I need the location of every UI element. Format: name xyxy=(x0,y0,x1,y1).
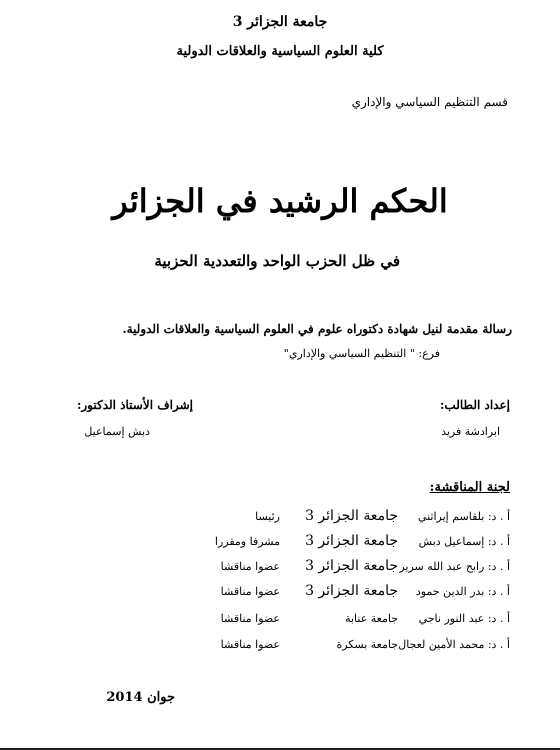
thesis-subtitle: في ظل الحزب الواحد والتعددية الحزبية xyxy=(154,252,400,270)
faculty-name: كلية العلوم السياسية والعلاقات الدولية xyxy=(176,44,384,59)
jury-member-university: جامعة الجزائر 3 xyxy=(305,508,398,524)
jury-member-name: أ . د: إسماعيل دبش xyxy=(418,535,510,548)
defense-date: جوان 2014 xyxy=(106,690,175,705)
supervisor-name: دبش إسماعيل xyxy=(84,425,150,438)
jury-member-university: جامعة عنابة xyxy=(345,612,398,625)
thesis-title: الحكم الرشيد في الجزائر xyxy=(112,182,448,220)
university-name: جامعة الجزائر 3 xyxy=(232,14,328,30)
supervisor-label: إشراف الأستاذ الدكتور: xyxy=(76,398,193,412)
jury-member-row xyxy=(90,585,510,605)
jury-member-name: أ . د: محمد الأمين لعجال xyxy=(398,638,510,651)
jury-member-name: أ . د: بدر الدين حمود xyxy=(415,585,510,598)
jury-title: لجنة المناقشة: xyxy=(429,480,510,495)
jury-member-row xyxy=(90,510,510,530)
jury-member-name: أ . د: بلقاسم إيراثني xyxy=(417,510,510,523)
jury-member-name: أ . د: رابح عبد الله سرير xyxy=(399,560,510,573)
jury-member-role: عضوا مناقشا xyxy=(220,560,280,573)
jury-member-role: عضوا مناقشا xyxy=(220,585,280,598)
jury-member-role: عضوا مناقشا xyxy=(220,612,280,625)
jury-member-role: مشرفا ومقررا xyxy=(214,535,280,548)
jury-member-row xyxy=(90,612,510,632)
thesis-branch: فرع: " التنظيم السياسي والإداري" xyxy=(283,347,440,360)
jury-member-university: جامعة الجزائر 3 xyxy=(305,533,398,549)
thesis-description: رسالة مقدمة لنيل شهادة دكتوراه علوم في العلوم السياسية والعلاقات الدولية. xyxy=(122,322,512,336)
jury-member-university: جامعة بسكرة xyxy=(336,638,398,651)
jury-member-row xyxy=(90,535,510,555)
department-name: قسم التنظيم السياسي والإداري xyxy=(351,95,508,109)
jury-member-name: أ . د: عبد النور ناجي xyxy=(418,612,510,625)
jury-member-university: جامعة الجزائر 3 xyxy=(305,583,398,599)
jury-member-role: عضوا مناقشا xyxy=(220,638,280,651)
preparation-label: إعداد الطالب: xyxy=(439,398,510,412)
jury-member-row xyxy=(90,638,510,658)
jury-member-role: رئيسا xyxy=(255,510,280,523)
student-name: ابرادشة فريد xyxy=(441,425,500,438)
jury-member-row xyxy=(90,560,510,580)
jury-member-university: جامعة الجزائر 3 xyxy=(305,558,398,574)
